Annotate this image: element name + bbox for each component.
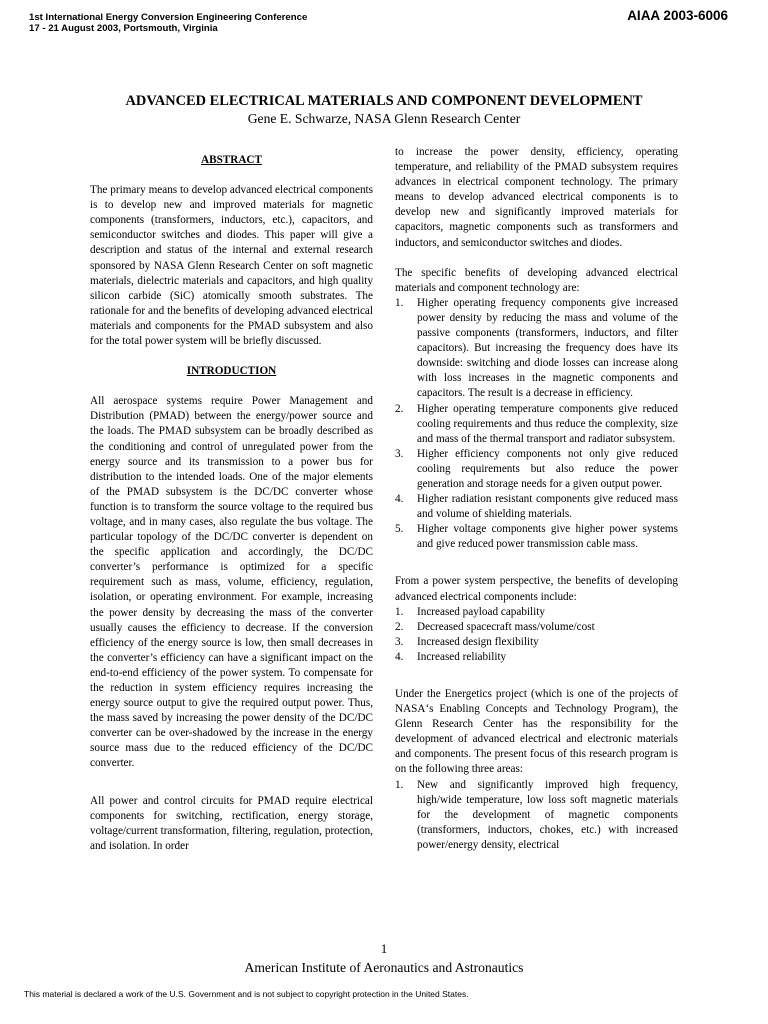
list-item bbox=[395, 620, 678, 635]
list-item-text: Increased payload capability bbox=[417, 605, 545, 618]
list-number: 4. bbox=[395, 493, 404, 506]
abstract-text: The primary means to develop advanced electrical components is to develop new and improved materials for magnetic components (transformers, inductors, etc.), capacitors, and semiconductor switches and diodes. This paper will give a description and status of the internal and external research sponsored by NASA Glenn Research Center on soft magnetic materials, dielectric materials and capacitors, and high quality silicon carbide (SiC) atomically smooth substrates. The rationale for and the benefits of developing advanced electrical materials and components for the PMAD subsystem and also for the total power system will be briefly discussed. bbox=[90, 184, 373, 348]
list-item-text: Higher radiation resistant components give reduced mass and volume of shielding materials. bbox=[417, 493, 678, 521]
list-number: 1. bbox=[395, 778, 404, 791]
list-number: 1. bbox=[395, 296, 404, 309]
list-number: 1. bbox=[395, 605, 404, 618]
paper-title: ADVANCED ELECTRICAL MATERIALS AND COMPONENT DEVELOPMENT bbox=[125, 93, 643, 109]
list-item bbox=[395, 635, 678, 650]
list-item-text: Increased reliability bbox=[417, 650, 507, 663]
list-number: 4. bbox=[395, 650, 404, 663]
introduction-paragraph: All power and control circuits for PMAD require electrical components for switching, rectification, energy storage, voltage/current transformation, filtering, regulation, protection, and isolation. In order bbox=[90, 794, 373, 852]
list-item bbox=[395, 605, 678, 620]
list-item bbox=[395, 447, 678, 492]
list-item-text: Higher voltage components give higher power systems and give reduced power transmission cable mass. bbox=[417, 523, 678, 551]
energetics-paragraph: Under the Energetics project (which is one of the projects of NASA‘s Enabling Concepts and Technology Program), the Glenn Research Center has the responsibility for the development of advanced electrical and electronic materials and components. The present focus of this research program is on the following three areas: bbox=[395, 688, 678, 776]
list-item-text: Higher operating temperature components give reduced cooling requirements and thus reduce the complexity, size and mass of the thermal transport and radiator subsystem. bbox=[417, 402, 678, 445]
introduction-paragraph: All aerospace systems require Power Management and Distribution (PMAD) between the energy/power source and the loads. The PMAD subsystem can be broadly described as the conditioning and control of unregulated power from the energy source and its transmission to a power bus for distribution to the intended loads. One of the major elements of the PMAD subsystem is the DC/DC converter whose function is to transform the source voltage to the required bus voltage, and in many cases, also regulate the bus voltage. The particular topology of the DC/DC converter is dependent on the specific application and accordingly, the DC/DC converter’s performance is optimized for a specific requirement such as mass, volume, efficiency, regulation, isolation, or operating environment. For example, increasing the power density by decreasing the mass of the converter usually causes the efficiency to decrease. If the conversion efficiency of the energy source is low, then small decreases in the converter’s efficiency can have a significant impact on the end-to-end efficiency of the power system. To compensate for the reduction in system efficiency requires increasing the energy source output to give the required output power. Thus, the mass saved by increasing the power density of the DC/DC converter can be over-shadowed by the increase in the energy source mass due to the reduced efficiency of the DC/DC converter. bbox=[90, 395, 373, 770]
list-item bbox=[395, 522, 678, 552]
list-item-text: Higher efficiency components not only give reduced cooling requirements but also reduce the power generation and storage needs for a given output power. bbox=[417, 447, 678, 490]
list-number: 2. bbox=[395, 620, 404, 633]
list-item bbox=[395, 778, 678, 853]
list-item bbox=[395, 402, 678, 447]
conference-date-location: 17 - 21 August 2003, Portsmouth, Virginia bbox=[29, 23, 218, 34]
list-item-text: Increased design flexibility bbox=[417, 635, 539, 648]
abstract-heading: ABSTRACT bbox=[201, 154, 262, 166]
list-item bbox=[395, 296, 678, 402]
list-item bbox=[395, 492, 678, 522]
report-number: AIAA 2003-6006 bbox=[627, 8, 728, 23]
list-item-text: Decreased spacecraft mass/volume/cost bbox=[417, 620, 595, 633]
list-number: 3. bbox=[395, 447, 404, 460]
continuation-paragraph: to increase the power density, efficiency, operating temperature, and reliability of the PMAD subsystem requires advances in electrical component technology. The primary means to develop advanced electrical components is to develop new and significantly improved materials for capacitors, magnetic components such as transformers and inductors, and semiconductor switches and diodes. bbox=[395, 146, 678, 249]
page-number: 1 bbox=[380, 941, 388, 956]
benefits-list bbox=[395, 296, 678, 553]
system-benefits-intro: From a power system perspective, the benefits of developing advanced electrical components include: bbox=[395, 575, 678, 603]
system-benefits-list bbox=[395, 605, 678, 665]
copyright-disclaimer: This material is declared a work of the U.S. Government and is not subject to copyright protection in the United States. bbox=[24, 989, 469, 999]
left-column bbox=[90, 145, 373, 854]
paper-author: Gene E. Schwarze, NASA Glenn Research Center bbox=[247, 111, 521, 126]
conference-name: 1st International Energy Conversion Engineering Conference bbox=[29, 12, 308, 23]
list-item-text: New and significantly improved high frequency, high/wide temperature, low loss soft magnetic materials for the development of magnetic components (transformers, inductors, chokes, etc.) with increased power/energy density, electrical bbox=[417, 778, 678, 851]
list-number: 2. bbox=[395, 402, 404, 415]
list-number: 5. bbox=[395, 523, 404, 536]
right-column bbox=[395, 145, 678, 853]
list-item-text: Higher operating frequency components give increased power density by reducing the mass and volume of the passive components (transformers, inductors, and filter capacitors). But increasing the frequency does have its downside: switching and diode losses can increase along with loss increases in the magnetic components and capacitors. The result is a decrease in efficiency. bbox=[417, 296, 678, 400]
benefits-intro: The specific benefits of developing advanced electrical materials and component technology are: bbox=[395, 266, 678, 294]
list-item bbox=[395, 650, 678, 665]
introduction-heading: INTRODUCTION bbox=[186, 365, 277, 378]
list-number: 3. bbox=[395, 635, 404, 648]
research-areas-list bbox=[395, 778, 678, 853]
conference-info bbox=[29, 12, 307, 34]
footer-organization: American Institute of Aeronautics and Astronautics bbox=[244, 960, 524, 975]
